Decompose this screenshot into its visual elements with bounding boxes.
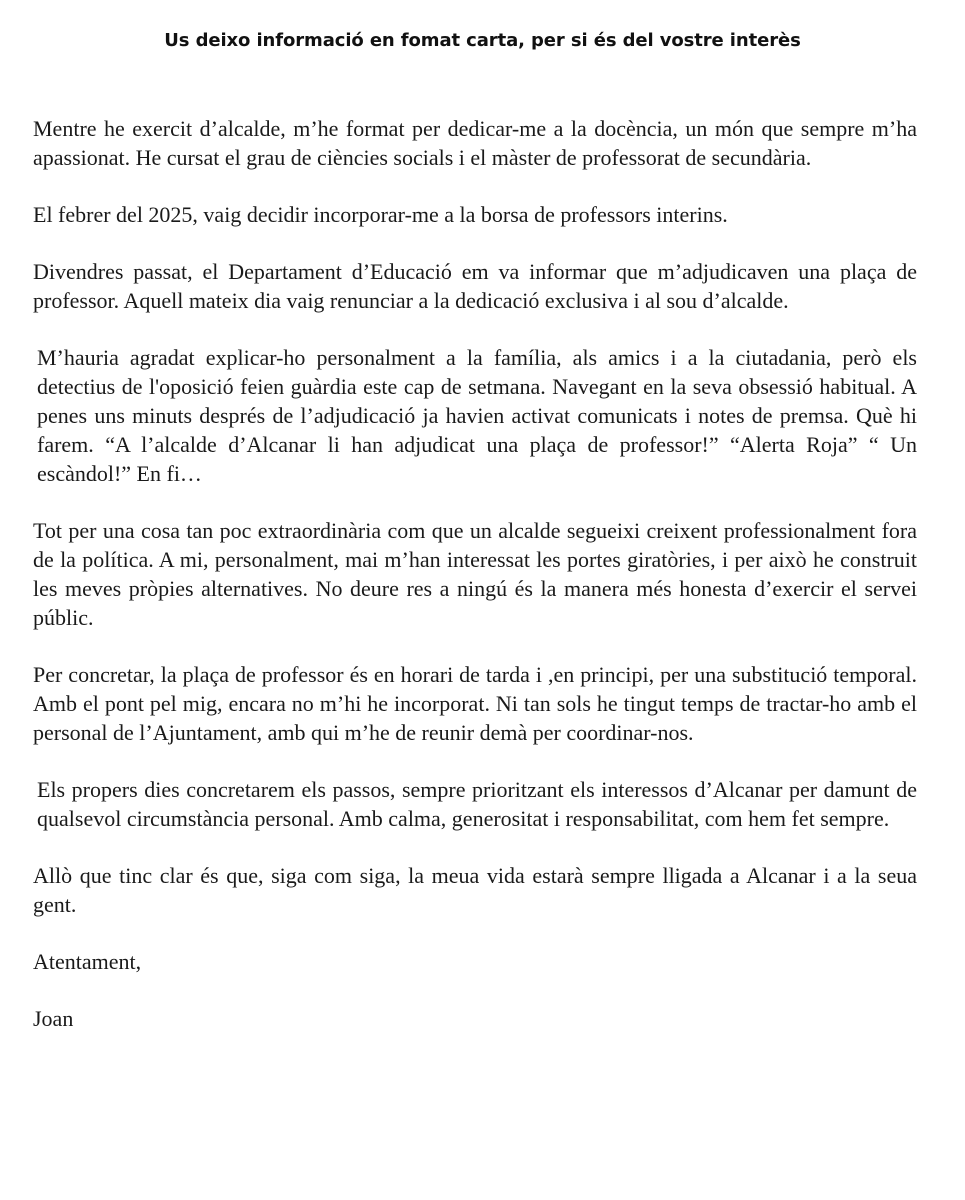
letter-body [33,114,917,1033]
letter-signature: Joan [33,1006,74,1031]
letter-closing: Atentament, [33,949,142,974]
paragraph-oposicio: M’hauria agradat explicar-ho personalment a la família, als amics i a la ciutadania, però els detectius de l'oposició feien guàrdia este cap de setmana. Navegant en la seva obsessió habitual. A penes uns minuts després de l’adjudicació ja havien activat comunicats i notes de premsa. Què hi farem. “A l’alcalde d’Alcanar li han adjudicat una plaça de professor!” “Alerta Roja” “ Un escàndol!” En fi… [37,345,917,486]
paragraph-borsa: El febrer del 2025, vaig decidir incorporar-me a la borsa de professors interins. [33,202,728,227]
paragraph-alcanar: Allò que tinc clar és que, siga com siga, la meua vida estarà sempre lligada a Alcanar i a la seua gent. [33,863,917,917]
paragraph-adjudicacio: Divendres passat, el Departament d’Educació em va informar que m’adjudicaven una plaça de professor. Aquell mateix dia vaig renunciar a la dedicació exclusiva i al sou d’alcalde. [33,259,917,313]
paragraph-politica: Tot per una cosa tan poc extraordinària com que un alcalde segueixi creixent professionalment fora de la política. A mi, personalment, mai m’han interessat les portes giratòries, i per això he construit les meves pròpies alternatives. No deure res a ningú és la manera més honesta d’exercir el servei públic. [33,518,917,630]
letter-heading: Us deixo informació en fomat carta, per si és del vostre interès [164,30,801,51]
paragraph-propers-dies: Els propers dies concretarem els passos, sempre prioritzant els interessos d’Alcanar per damunt de qualsevol circumstància personal. Amb calma, generositat i responsabilitat, com hem fet sempre. [37,777,917,831]
paragraph-docencia: Mentre he exercit d’alcalde, m’he format per dedicar-me a la docència, un món que sempre m’ha apassionat. He cursat el grau de ciències socials i el màster de professorat de secundària. [33,116,917,170]
paragraph-horari: Per concretar, la plaça de professor és en horari de tarda i ,en principi, per una substitució temporal. Amb el pont pel mig, encara no m’hi he incorporat. Ni tan sols he tingut temps de tractar-ho amb el personal de l’Ajuntament, amb qui m’he de reunir demà per coordinar-nos. [33,662,917,745]
